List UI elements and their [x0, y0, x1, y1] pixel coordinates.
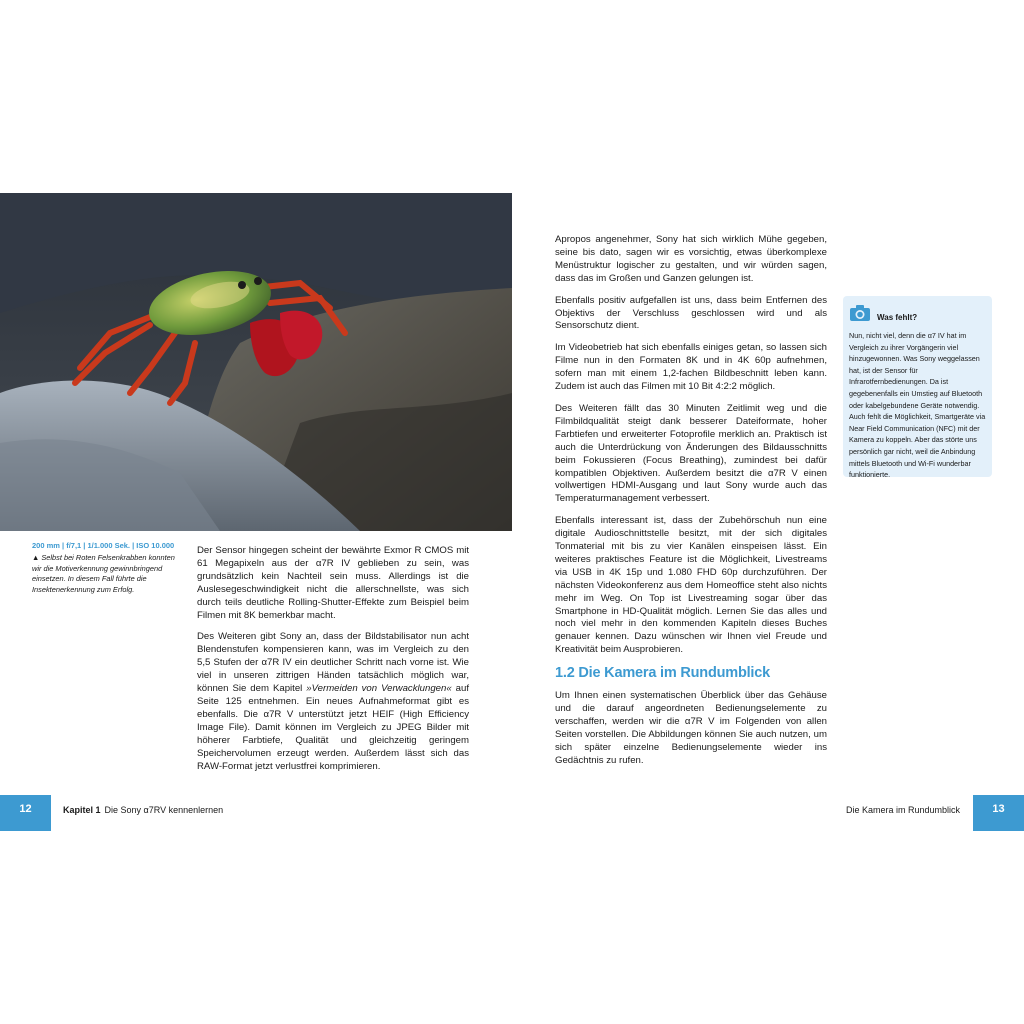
right-text-column — [555, 234, 827, 777]
info-box-body: Nun, nicht viel, denn die α7 IV hat im Vergleich zu ihrer Vorgängerin viel hinzugewonnen. Was Sony weggelassen hat, ist der Sensor für Infrarotfernbedienungen. Da ist gegebenenfalls ein Umstieg auf Bluetooth oder kabelgebundene Geräte notwendig. Auch fehlt die Möglichkeit, Smartgeräte via Near Field Communication (NFC) mit der Kamera zu koppeln. Aber das störte uns persönlich gar nicht, weil die Anbindung mittels Bluetooth und Wi-Fi wunderbar funktionierte. — [849, 331, 986, 480]
paragraph-text: auf Seite 125 entnehmen. Ein neues Aufnahmeformat gibt es ebenfalls. Die α7R V unterstützt jetzt HEIF (High Efficiency Image File). Damit können im Vergleich zu JPEG Bilder mit höherer Farbtiefe, Qualität und gleichzeitig geringem Speichervolumen erzeugt werden. Außerdem lässt sich das RAW-Format jetzt verlustfrei komprimieren. — [197, 683, 469, 772]
paragraph: Ebenfalls interessant ist, dass der Zubehörschuh nun eine digitale Audioschnittstelle besitzt, mit der sich digitales Tonmaterial mit bis zu vier Kanälen einspeisen lässt. Ein weiteres praktisches Feature ist die Möglichkeit, Livestreams via USB in 4K 15p und 1.080 FHD 60p durchzuführen. Der nächsten Videokonferenz aus dem Homeoffice steht also nichts mehr im Weg. On Top ist Livestreaming sogar über das Smartphone in HD-Qualität möglich. Lernen Sie das alles und noch viel mehr in den kommenden Kapiteln dieses Buches genauer kennen. Dazu wünschen wir Ihnen viel Freude und Kreativität beim Ausprobieren. — [555, 515, 827, 656]
info-box-title: Was fehlt? — [877, 313, 918, 322]
section-heading: 1.2 Die Kamera im Rundumblick — [555, 665, 770, 682]
paragraph: Im Videobetrieb hat sich ebenfalls einiges getan, so lassen sich Filme nun in den Formaten 8K und in 4K 60p aufnehmen, sofern man mit einem 1,2-fachen Bildbeschnitt leben kann. Zudem ist auch das Filmen mit 10 Bit 4:2:2 möglich. — [555, 342, 827, 393]
chapter-reference: »Vermeiden von Verwacklungen« — [306, 683, 452, 695]
crab-photo — [0, 193, 512, 531]
paragraph: Apropos angenehmer, Sony hat sich wirklich Mühe gegeben, seine bis dato, sagen wir es vorsichtig, etwas überkomplexe Menüstruktur logischer zu gestalten, und wir würden sagen, dass das im Großen und Ganzen gelungen ist. — [555, 234, 827, 284]
crab-photo-illustration — [0, 193, 512, 531]
photo-exif-meta: 200 mm | f/7,1 | 1/1.000 Sek. | ISO 10.000 — [32, 541, 175, 550]
running-header-left — [63, 805, 223, 815]
paragraph: Um Ihnen einen systematischen Überblick über das Gehäuse und die darauf angeordneten Bedienungselemente zu verschaffen, werden wir die α7R V im Folgenden von allen Seiten vorstellen. Die Abbildungen können Sie auch nutzen, um sich später einzelne Bedienungselemente wieder ins Gedächtnis zu rufen. — [555, 690, 827, 766]
page-number-right: 13 — [973, 795, 1024, 831]
paragraph — [197, 631, 469, 773]
paragraph: Der Sensor hingegen scheint der bewährte Exmor R CMOS mit 61 Megapixeln aus der α7R IV geblieben zu sein, was grundsätzlich kein Nachteil sein muss. Allerdings ist die Auslesegeschwindigkeit nicht die allerschnellste, was sich durch teils deutliche Rolling-Shutter-Effekte zum Beispiel beim Filmen mit 8K bemerkbar macht. — [197, 545, 469, 621]
camera-icon — [849, 304, 871, 327]
left-text-column — [197, 545, 469, 782]
paragraph-text: Des Weiteren gibt Sony an, dass der Bildstabilisator nun acht Blendenstufen kompensieren kann, was im Vergleich zu den 5,5 Stufen der α7R IV ein deutlicher Schritt nach vorne ist. Wie viel in unseren zittrigen Händen tatsächlich möglich war, können Sie dem Kapitel — [197, 631, 469, 695]
page-number-left: 12 — [0, 795, 51, 831]
chapter-title: Die Sony α7RV kennenlernen — [104, 805, 224, 815]
photo-caption: ▲ Selbst bei Roten Felsenkrabben konnten wir die Motiverkennung gewinnbringend einsetzen. In diesem Fall führte die Insektenerkennung zum Erfolg. — [32, 553, 175, 594]
paragraph: Ebenfalls positiv aufgefallen ist uns, dass beim Entfernen des Objektivs der Verschluss geschlossen wird und als Sensorschutz dient. — [555, 294, 827, 332]
chapter-label: Kapitel 1 — [63, 805, 101, 815]
running-header-right: Die Kamera im Rundumblick — [845, 805, 960, 815]
info-box — [843, 296, 992, 480]
info-box-header — [849, 304, 986, 327]
paragraph: Des Weiteren fällt das 30 Minuten Zeitlimit weg und die Filmbildqualität steigt dank besserer Dateiformate, hoher Farbtiefen und erweiterter Fotoprofile merklich an. Praktisch ist auch die Unterdrückung von Änderungen des Bildausschnitts beim Fokussieren (Focus Breathing), zumindest bei dafür kompatiblen Objektiven. Außerdem besitzt die α7R V einen vollwertigen HDMI-Ausgang und laut Sony wurde auch das Temperaturmanagement verbessert. — [555, 402, 827, 505]
